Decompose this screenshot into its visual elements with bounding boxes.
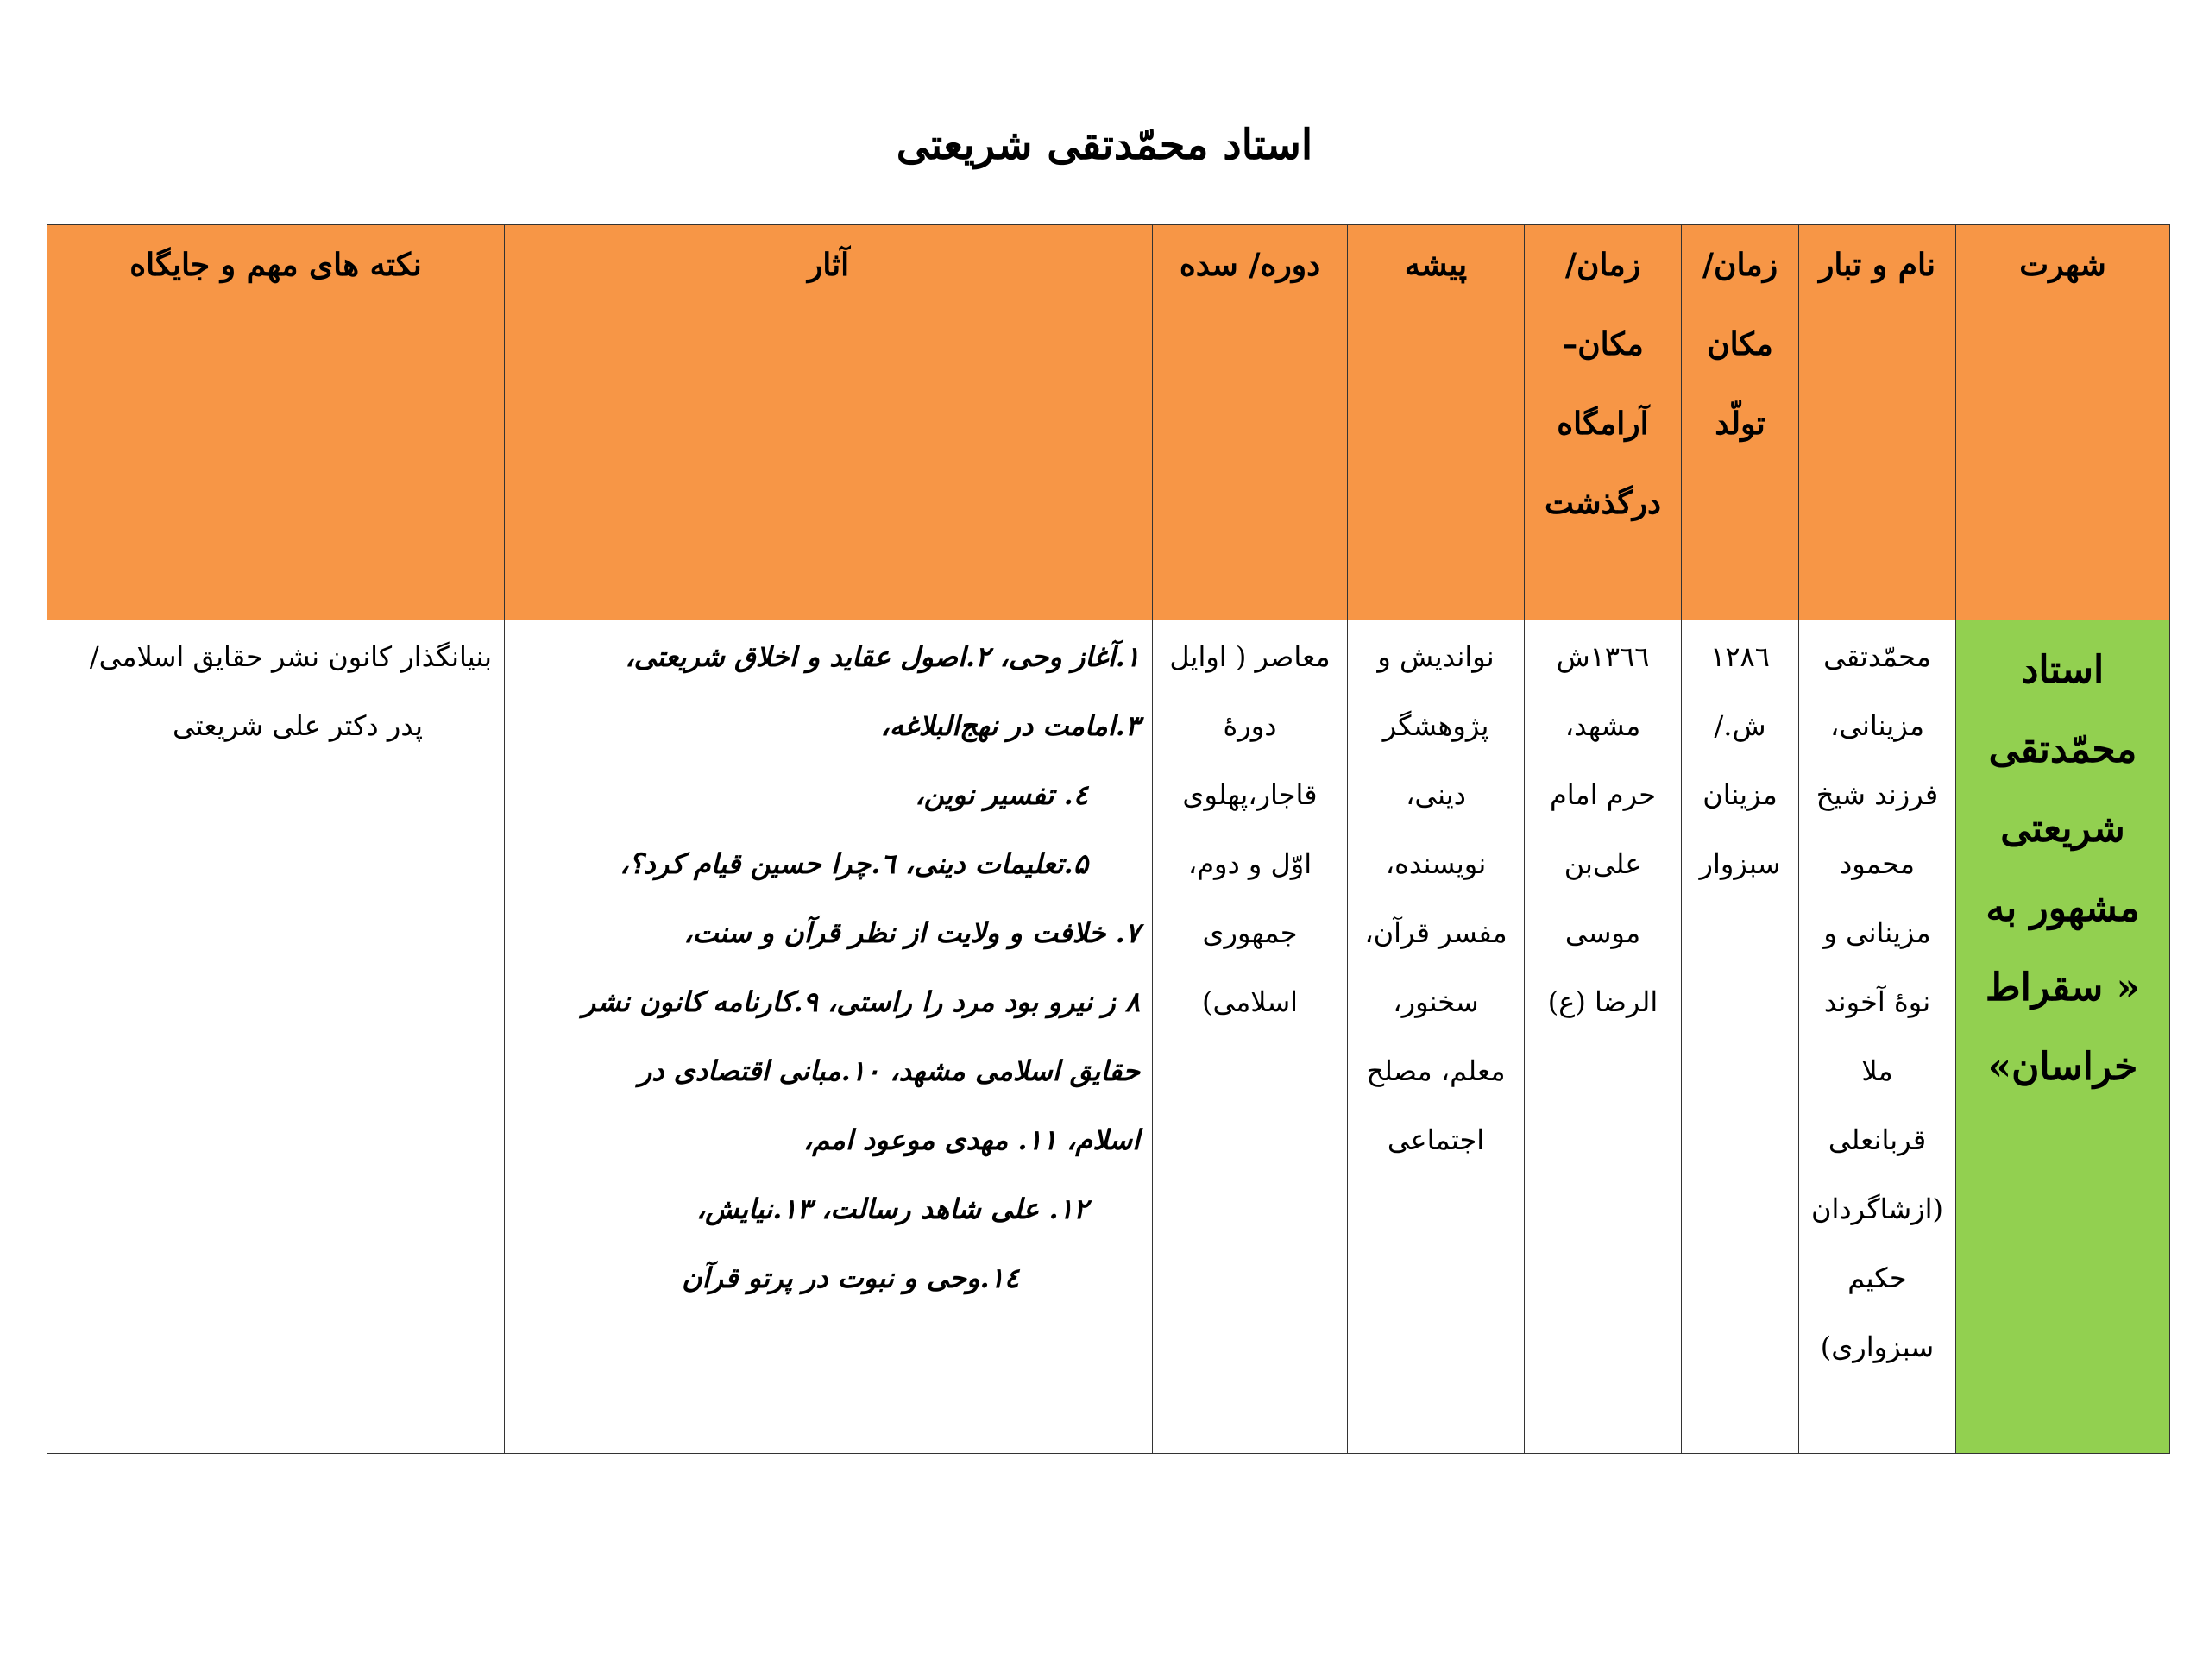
cell-works bbox=[505, 620, 1153, 1454]
works-line: ۱٤.وحی و نبوت در پرتو قرآن bbox=[682, 1262, 1019, 1294]
cell-fame: استاد محمّدتقی شریعتی مشهور به « سقراط خراسان» bbox=[1956, 620, 2170, 1454]
header-birth: زمان/ مکان تولّد bbox=[1682, 225, 1799, 620]
biography-table bbox=[47, 224, 2170, 1454]
table-row bbox=[47, 620, 2170, 1454]
cell-death: ۱۳٦٦ش مشهد، حرم امام علی‌بن موسی الرضا (ع) bbox=[1525, 620, 1682, 1454]
page-title: استاد محمّدتقی شریعتی bbox=[896, 121, 1313, 169]
header-death: زمان/ مکان– آرامگاه درگذشت bbox=[1525, 225, 1682, 620]
works-line: ٤. تفسیر نوین، bbox=[915, 778, 1088, 811]
cell-birth: ۱۲۸٦ ش./ مزینان سبزوار bbox=[1682, 620, 1799, 1454]
header-fame: شهرت bbox=[1956, 225, 2170, 620]
works-line: اسلام، ۱۱. مهدی موعود امم، bbox=[803, 1123, 1140, 1156]
works-line: ۵.تعلیمات دینی، ٦.چرا حسین قیام کرد؟، bbox=[620, 847, 1088, 880]
notes-line: بنیانگذار کانون نشر حقایق اسلامی/ bbox=[89, 640, 492, 673]
works-line: ۷. خلافت و ولایت از نظر قرآن و سنت، bbox=[683, 916, 1140, 949]
header-profession: پیشه bbox=[1348, 225, 1525, 620]
header-era: دوره/ سده bbox=[1153, 225, 1348, 620]
works-line: ۱۲. علی شاهد رسالت، ۱۳.نیایش، bbox=[695, 1192, 1088, 1225]
cell-era: معاصر ( اوایل دورۀ قاجار،پهلوی اوّل و دوم، جمهوری اسلامی) bbox=[1153, 620, 1348, 1454]
cell-profession: نواندیش و پژوهشگر دینی، نویسنده، مفسر قرآن، سخنور، معلم، مصلح اجتماعی bbox=[1348, 620, 1525, 1454]
cell-notes bbox=[47, 620, 505, 1454]
works-line: ۳.امامت در نهج‌البلاغه، bbox=[880, 709, 1140, 742]
header-notes: نکته های مهم و جایگاه bbox=[47, 225, 505, 620]
notes-line: پدر دکتر علی شریعتی bbox=[173, 709, 423, 742]
works-line: ۸ ز نیرو بود مرد را راستی، ۹.کارنامه کانون نشر bbox=[582, 985, 1140, 1018]
works-line: ۱.آغاز وحی، ۲.اصول عقاید و اخلاق شریعتی، bbox=[625, 640, 1140, 673]
cell-name: محمّدتقی مزینانی، فرزند شیخ محمود مزینانی و نوۀ آخوند ملا قربانعلی (ازشاگردان حکیم سبزواری) bbox=[1799, 620, 1956, 1454]
header-name: نام و تبار bbox=[1799, 225, 1956, 620]
works-line: حقایق اسلامی مشهد، ۱۰.مبانی اقتصادی در bbox=[638, 1054, 1140, 1087]
header-row bbox=[47, 225, 2170, 620]
header-works: آثار bbox=[505, 225, 1153, 620]
